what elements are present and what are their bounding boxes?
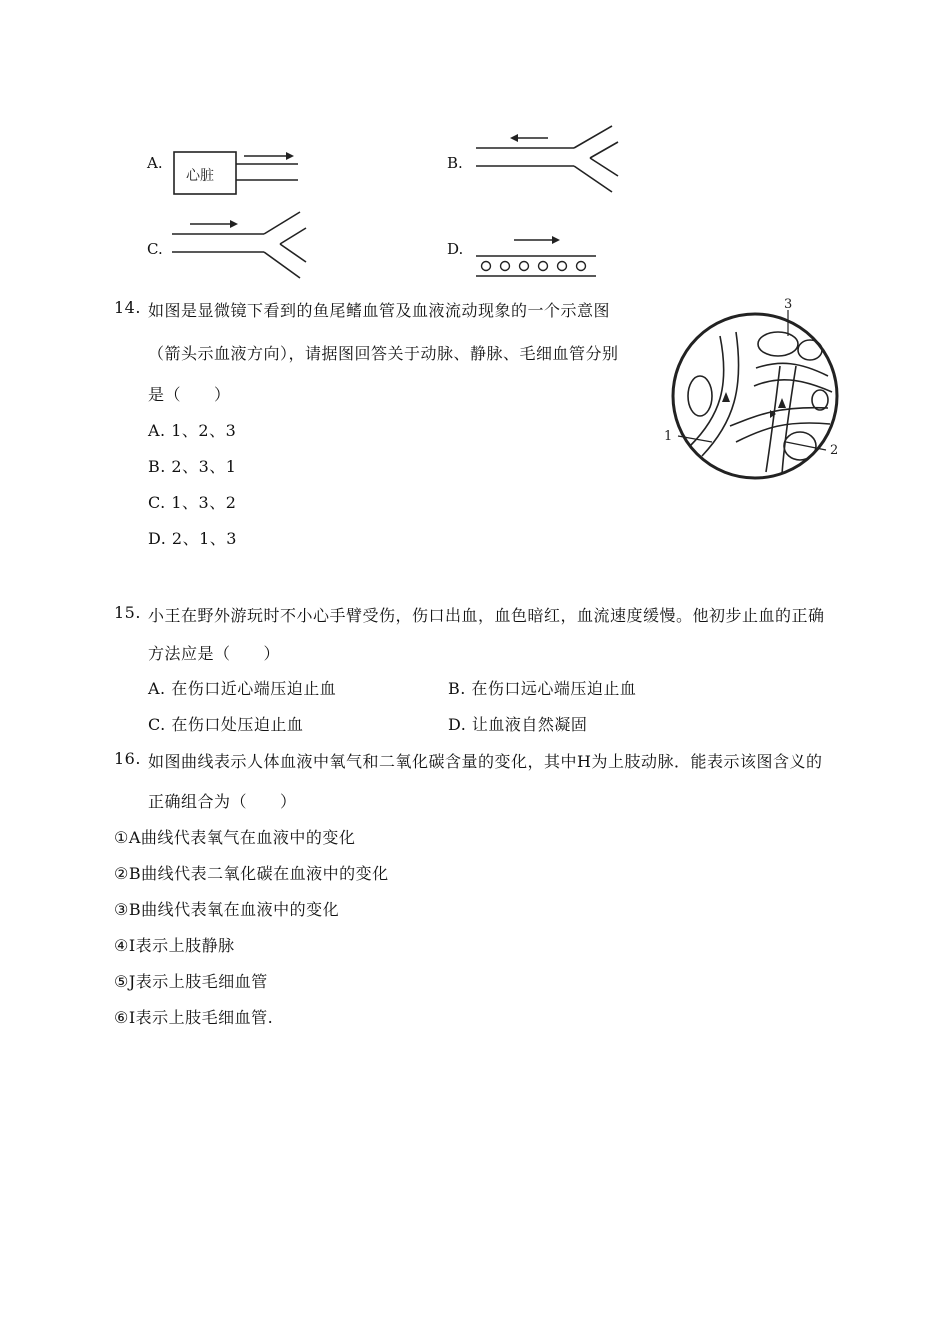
q14-option-d: D. 2、1、3 — [148, 529, 237, 548]
fig-label-1: 1 — [664, 429, 673, 444]
heart-box-label: 心脏 — [186, 168, 214, 184]
option-a-label: A. — [147, 154, 163, 172]
q14-text-line1: 如图是显微镜下看到的鱼尾鳍血管及血液流动现象的一个示意图 — [148, 301, 611, 320]
q15-option-c: C. 在伤口处压迫止血 — [148, 715, 304, 734]
q14-option-b: B. 2、3、1 — [148, 457, 237, 476]
q15-option-a: A. 在伤口近心端压迫止血 — [148, 679, 337, 698]
q16-item-3: ③B曲线代表氧在血液中的变化 — [114, 900, 340, 919]
q16-text-line2: 正确组合为（ ） — [148, 792, 297, 811]
q14-option-a: A. 1、2、3 — [148, 421, 237, 440]
option-c-label: C. — [147, 240, 163, 258]
q16-item-5: ⑤J表示上肢毛细血管 — [114, 972, 268, 991]
option-d-figure — [472, 230, 602, 282]
q15-option-b: B. 在伤口远心端压迫止血 — [448, 679, 637, 698]
q16-item-4: ④I表示上肢静脉 — [114, 936, 235, 955]
option-c-figure — [168, 208, 313, 284]
q15-text-line2: 方法应是（ ） — [148, 644, 281, 663]
q16-item-6: ⑥I表示上肢毛细血管. — [114, 1008, 274, 1027]
fig-label-3: 3 — [784, 297, 793, 312]
option-a-figure — [170, 140, 305, 200]
fish-tail-microscope-figure — [660, 296, 850, 494]
q16-text-line1: 如图曲线表示人体血液中氧气和二氧化碳含量的变化，其中H为上肢动脉．能表示该图含义的 — [148, 752, 823, 771]
q14-text-line3: 是（ ） — [148, 385, 231, 404]
q15-number: 15. — [114, 603, 141, 622]
q15-option-d: D. 让血液自然凝固 — [448, 715, 588, 734]
q14-text-line2: （箭头示血液方向），请据图回答关于动脉、静脉、毛细血管分别 — [148, 344, 619, 363]
q16-item-2: ②B曲线代表二氧化碳在血液中的变化 — [114, 864, 389, 883]
fig-label-2: 2 — [830, 443, 839, 458]
q16-number: 16. — [114, 749, 141, 768]
q14-option-c: C. 1、3、2 — [148, 493, 237, 512]
option-b-label: B. — [447, 154, 463, 172]
q15-text-line1: 小王在野外游玩时不小心手臂受伤，伤口出血，血色暗红，血流速度缓慢。他初步止血的正确 — [148, 606, 825, 625]
q16-item-1: ①A曲线代表氧气在血液中的变化 — [114, 828, 356, 847]
option-b-figure — [470, 122, 625, 198]
option-d-label: D. — [447, 240, 464, 258]
q14-number: 14. — [114, 298, 141, 317]
